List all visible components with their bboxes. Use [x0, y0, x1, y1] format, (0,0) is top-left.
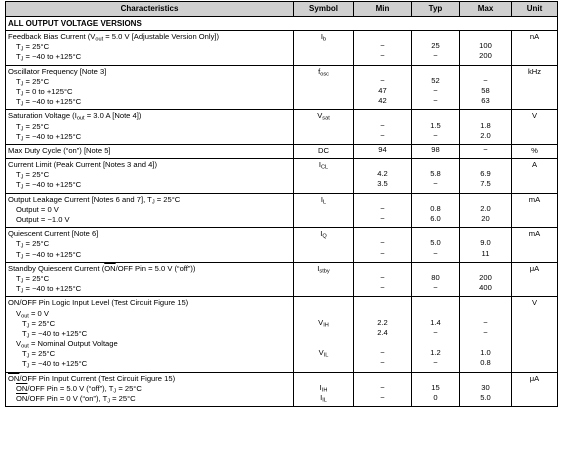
- condition: $T_J = -40$ to +125°C: [22, 359, 88, 370]
- subscript: b: [323, 36, 327, 43]
- spacer: [296, 373, 351, 383]
- parameter-name: Max Duty Cycle (“on”) [Note 5]: [8, 145, 111, 155]
- min-cell: [354, 297, 412, 372]
- symbol-cell: [294, 159, 354, 194]
- min-cell: [354, 193, 412, 228]
- typ-value: [414, 66, 457, 76]
- symbol: $I_{stby}$: [317, 263, 330, 275]
- max-value: 200: [479, 51, 492, 61]
- min-value: −: [380, 51, 385, 61]
- typ-value: 5.0: [430, 238, 441, 248]
- spacer: [414, 297, 457, 307]
- condition: $T_J = -40$ to +125°C: [16, 97, 82, 108]
- parameter-name: Output Leakage Current [Notes 6 and 7], $T_J = 25^\circ C$: [8, 194, 181, 206]
- min-cell: [354, 262, 412, 297]
- unit-value: nA: [529, 32, 540, 41]
- max-value: [462, 159, 509, 169]
- min-value: [356, 194, 409, 204]
- max-value: 200: [479, 272, 492, 282]
- condition: $T_J = 0$ to +125°C: [16, 86, 73, 98]
- table-row: [6, 159, 558, 194]
- subscript: J: [151, 199, 155, 206]
- spacer: [462, 373, 509, 383]
- spacer: [356, 338, 409, 348]
- overline-text: $\overline{ON}$: [16, 383, 28, 393]
- max-value: 6.9: [480, 169, 491, 179]
- parameter-name: Current Limit (Peak Current [Notes 3 and 4]): [8, 160, 157, 170]
- condition: $T_J = -40$ to +125°C: [22, 328, 88, 340]
- condition: $T_J = 25^\circ C$: [16, 170, 50, 181]
- typ-cell: [412, 228, 460, 263]
- condition: $T_J = -40$ to +125°C: [16, 52, 82, 63]
- symbol-cell: [294, 193, 354, 228]
- typ-value: −: [433, 283, 438, 293]
- header-unit: Unit: [512, 2, 558, 17]
- condition: Output = 0 V: [16, 204, 59, 214]
- min-value: 42: [378, 96, 387, 106]
- subscript: J: [20, 46, 24, 53]
- unit-value: V: [531, 298, 538, 308]
- unit-value: A: [531, 160, 538, 170]
- min-value: [356, 31, 409, 41]
- min-value: 3.5: [377, 179, 388, 189]
- typ-value: [414, 263, 457, 273]
- unit-cell: [512, 228, 558, 263]
- subscript: Q: [322, 233, 327, 240]
- min-value: −: [380, 248, 385, 258]
- condition: $T_J = -40$ to +125°C: [16, 249, 82, 261]
- max-cell: [460, 193, 512, 228]
- spacer: [356, 373, 409, 383]
- unit-cell: [512, 31, 558, 66]
- parameter-name: Standby Quiescent Current ($\overline{ON}$/OFF Pin = 5.0 V (“off”)): [8, 263, 196, 273]
- condition: $T_J = 25^\circ C$: [16, 239, 50, 250]
- typ-value: [414, 194, 457, 204]
- typ-value: −: [433, 130, 438, 140]
- symbol: $f_{osc}$: [318, 66, 329, 78]
- symbol-cell: [294, 262, 354, 297]
- max-value: 100: [479, 41, 492, 51]
- table-header-row: [6, 2, 558, 17]
- subscript: L: [323, 199, 327, 206]
- subscript: IL: [323, 352, 329, 359]
- condition: $T_J = 25^\circ C$: [22, 318, 56, 330]
- symbol: $I_{IH}$: [319, 382, 328, 394]
- typ-cell: [412, 31, 460, 66]
- table-row: [6, 372, 558, 407]
- max-cell: [460, 110, 512, 145]
- max-value: [462, 66, 509, 76]
- subscript: J: [26, 363, 30, 370]
- max-value: 63: [481, 96, 490, 106]
- symbol: $I_Q$: [320, 229, 327, 240]
- typ-cell: [412, 144, 460, 158]
- symbol: $I_{IL}$: [320, 393, 327, 404]
- subscript: stby: [319, 268, 330, 275]
- subscript: J: [20, 278, 24, 285]
- overline-text: $\overline{ON}$: [104, 263, 116, 273]
- table-row: [6, 65, 558, 110]
- symbol-cell: [294, 110, 354, 145]
- min-value: −: [380, 393, 385, 402]
- min-value: 47: [378, 85, 387, 95]
- min-value: 4.2: [377, 169, 388, 179]
- spacer: [462, 338, 509, 348]
- typ-value: −: [433, 327, 438, 337]
- min-cell: [354, 31, 412, 66]
- min-cell: [354, 159, 412, 194]
- header-characteristics: Characteristics: [6, 2, 294, 17]
- min-value: −: [380, 214, 385, 223]
- header-min: Min: [354, 2, 412, 17]
- subscript: J: [20, 136, 24, 143]
- max-value: 7.5: [480, 179, 491, 189]
- min-cell: [354, 144, 412, 158]
- max-value: 58: [481, 85, 490, 95]
- typ-value: −: [433, 248, 438, 258]
- subscript: J: [26, 353, 30, 360]
- typ-cell: [412, 65, 460, 110]
- subscript: J: [20, 254, 24, 261]
- min-value: −: [380, 358, 385, 368]
- subscript: J: [26, 333, 30, 340]
- unit-cell: [512, 110, 558, 145]
- table-row: [6, 193, 558, 228]
- characteristic-cell: [6, 65, 294, 110]
- spacer: [296, 297, 351, 307]
- table-row: [6, 228, 558, 263]
- typ-value: 1.4: [430, 317, 441, 327]
- condition: $\overline{ON}$/OFF Pin = 0 V (“on”), $T_J = 25^\circ C$: [16, 394, 136, 405]
- max-cell: [460, 262, 512, 297]
- typ-value: 15: [431, 382, 440, 392]
- characteristic-cell: [6, 110, 294, 145]
- typ-value: 98: [431, 144, 440, 154]
- unit-value: kHz: [527, 66, 542, 76]
- header-max: Max: [460, 2, 512, 17]
- subscript: J: [20, 56, 24, 63]
- min-value: −: [380, 130, 385, 140]
- characteristic-cell: [6, 193, 294, 228]
- max-value: 11: [481, 248, 490, 258]
- typ-cell: [412, 110, 460, 145]
- condition: $T_J = -40$ to +125°C: [16, 131, 82, 143]
- typ-value: −: [433, 51, 438, 61]
- subscript: osc: [320, 71, 329, 78]
- subscript: J: [113, 388, 117, 395]
- header-typ: Typ: [412, 2, 460, 17]
- max-value: 5.0: [480, 393, 491, 402]
- max-cell: [460, 372, 512, 407]
- min-value: [356, 159, 409, 169]
- characteristic-cell: [6, 144, 294, 158]
- symbol: $I_b$: [320, 32, 327, 43]
- min-value: −: [380, 41, 385, 51]
- subscript: J: [20, 81, 24, 88]
- overline-text: $\overline{ON}$: [16, 394, 28, 403]
- subscript: IL: [322, 397, 327, 404]
- characteristic-cell: [6, 228, 294, 263]
- max-cell: [460, 228, 512, 263]
- unit-value: V: [531, 111, 538, 121]
- overline-text: $\overline{ON}$: [8, 373, 20, 383]
- symbol: $V_{IH}$: [318, 317, 329, 329]
- parameter-name: Oscillator Frequency [Note 3]: [8, 66, 107, 76]
- unit-cell: [512, 65, 558, 110]
- typ-value: 6.0: [430, 214, 441, 223]
- characteristic-cell: [6, 159, 294, 194]
- max-cell: [460, 31, 512, 66]
- min-value: −: [380, 348, 385, 358]
- max-value: [462, 228, 509, 238]
- electrical-characteristics-table: [5, 1, 558, 407]
- characteristic-cell: [6, 262, 294, 297]
- condition: $T_J = 25^\circ C$: [16, 76, 50, 88]
- spacer: [356, 297, 409, 307]
- unit-value: μA: [529, 263, 540, 273]
- typ-value: 25: [431, 41, 440, 51]
- subscript: out: [76, 115, 85, 122]
- spacer: [414, 338, 457, 348]
- condition: $T_J = -40$ to +125°C: [16, 180, 82, 191]
- subscript: J: [20, 126, 24, 132]
- spacer: [414, 308, 457, 318]
- min-value: [356, 110, 409, 120]
- subscript: J: [26, 323, 30, 330]
- subscript: out: [95, 36, 104, 43]
- subscript: J: [20, 91, 24, 98]
- table-row: [6, 297, 558, 372]
- typ-cell: [412, 193, 460, 228]
- typ-value: [414, 228, 457, 238]
- condition: $\overline{ON}$/OFF Pin = 5.0 V (“off”), $T_J = 25^\circ C$: [16, 383, 142, 395]
- max-cell: [460, 144, 512, 158]
- spacer: [296, 328, 351, 338]
- condition: $T_J = 25^\circ C$: [16, 121, 50, 132]
- max-value: 30: [481, 382, 490, 392]
- unit-cell: [512, 193, 558, 228]
- characteristic-cell: [6, 372, 294, 407]
- parameter-name: $\overline{ON}$/OFF Pin Input Current (Test Circuit Figure 15): [8, 373, 176, 383]
- subscript: J: [20, 288, 24, 295]
- max-value: −: [483, 327, 488, 337]
- max-cell: [460, 159, 512, 194]
- parameter-name: Feedback Bias Current ($V_{out} = 5.0$ V [Adjustable Version Only]): [8, 32, 220, 43]
- typ-value: 1.5: [430, 120, 441, 130]
- section-row: [6, 17, 558, 31]
- symbol: $V_{IL}$: [318, 348, 329, 359]
- symbol: $I_L$: [320, 194, 327, 206]
- min-cell: [354, 110, 412, 145]
- min-cell: [354, 372, 412, 407]
- spacer: [356, 308, 409, 318]
- min-value: 2.4: [377, 327, 388, 337]
- condition: $T_J = 25^\circ C$: [22, 349, 56, 360]
- min-value: −: [380, 283, 385, 293]
- group-label: $V_{out}$ = Nominal Output Voltage: [16, 339, 118, 350]
- spacer: [414, 373, 457, 383]
- typ-value: 52: [431, 75, 440, 85]
- min-value: [356, 66, 409, 76]
- min-cell: [354, 65, 412, 110]
- typ-cell: [412, 159, 460, 194]
- max-value: [462, 31, 509, 41]
- max-value: 2.0: [480, 130, 491, 140]
- typ-value: 1.2: [430, 348, 441, 358]
- unit-cell: [512, 144, 558, 158]
- max-value: [462, 263, 509, 273]
- max-value: 9.0: [480, 238, 491, 248]
- typ-value: −: [433, 179, 438, 189]
- max-value: 20: [481, 214, 490, 223]
- symbol-cell: [294, 228, 354, 263]
- typ-value: [414, 159, 457, 169]
- subscript: J: [20, 101, 24, 108]
- typ-value: 80: [431, 272, 440, 282]
- unit-cell: [512, 159, 558, 194]
- unit-value: %: [531, 145, 538, 155]
- max-value: 1.0: [480, 348, 491, 358]
- condition: $T_J = 25^\circ C$: [16, 273, 50, 285]
- symbol-cell: [294, 65, 354, 110]
- spacer: [462, 297, 509, 307]
- typ-value: 0.8: [430, 203, 441, 213]
- typ-value: [414, 110, 457, 120]
- subscript: IH: [321, 387, 328, 394]
- subscript: CL: [320, 164, 329, 171]
- unit-cell: [512, 262, 558, 297]
- parameter-name: Saturation Voltage ($I_{out} = 3.0$ A [Note 4]): [8, 111, 142, 122]
- max-value: 2.0: [480, 203, 491, 213]
- characteristic-cell: [6, 31, 294, 66]
- max-value: −: [483, 75, 488, 85]
- subscript: out: [21, 313, 29, 319]
- table-row: [6, 31, 558, 66]
- min-value: [356, 263, 409, 273]
- unit-value: mA: [528, 229, 541, 239]
- table-row: [6, 262, 558, 297]
- unit-cell: [512, 297, 558, 372]
- typ-cell: [412, 372, 460, 407]
- min-value: 2.2: [377, 317, 388, 327]
- subscript: J: [20, 184, 24, 191]
- subscript: out: [21, 343, 29, 350]
- condition: $T_J = 25^\circ C$: [16, 42, 50, 53]
- typ-cell: [412, 262, 460, 297]
- min-value: −: [380, 203, 385, 213]
- max-value: [462, 110, 509, 120]
- min-value: −: [380, 238, 385, 248]
- unit-cell: [512, 372, 558, 407]
- subscript: sat: [322, 115, 330, 122]
- unit-value: μA: [529, 373, 540, 383]
- parameter-name: ON/OFF Pin Logic Input Level (Test Circuit Figure 15): [8, 298, 189, 308]
- spacer: [462, 308, 509, 318]
- symbol-cell: [294, 297, 354, 372]
- typ-value: −: [433, 358, 438, 368]
- section-title: ALL OUTPUT VOLTAGE VERSIONS: [6, 17, 558, 31]
- typ-value: [414, 31, 457, 41]
- max-cell: [460, 297, 512, 372]
- parameter-name: Quiescent Current [Note 6]: [8, 229, 99, 239]
- min-value: −: [380, 120, 385, 130]
- typ-value: 0: [433, 393, 438, 402]
- symbol: $I_{CL}$: [318, 160, 329, 171]
- group-label: $V_{out} = 0$ V: [16, 308, 49, 319]
- max-value: 400: [479, 283, 492, 293]
- min-value: [356, 228, 409, 238]
- typ-value: −: [433, 85, 438, 95]
- max-cell: [460, 65, 512, 110]
- typ-value: −: [433, 96, 438, 106]
- condition: $T_J = -40$ to +125°C: [16, 284, 82, 295]
- max-value: [462, 194, 509, 204]
- subscript: J: [20, 174, 24, 181]
- header-symbol: Symbol: [294, 2, 354, 17]
- symbol-line: [296, 338, 351, 348]
- max-value: 0.8: [480, 358, 491, 368]
- symbol: $V_{sat}$: [317, 111, 330, 122]
- table-row: [6, 144, 558, 158]
- min-value: −: [380, 272, 385, 282]
- table-row: [6, 110, 558, 145]
- max-value: −: [483, 317, 488, 327]
- symbol-cell: [294, 144, 354, 158]
- subscript: J: [20, 243, 24, 250]
- symbol-cell: [294, 31, 354, 66]
- subscript: J: [107, 398, 111, 405]
- min-value: 94: [378, 144, 387, 154]
- condition: Output = −1.0 V: [16, 215, 70, 224]
- spacer: [296, 358, 351, 368]
- characteristic-cell: [6, 297, 294, 372]
- typ-value: 5.8: [430, 169, 441, 179]
- symbol-cell: [294, 372, 354, 407]
- min-value: −: [380, 382, 385, 392]
- symbol-line: [296, 308, 351, 318]
- symbol: DC: [318, 145, 329, 155]
- subscript: IH: [323, 322, 329, 329]
- typ-cell: [412, 297, 460, 372]
- max-value: −: [483, 144, 488, 154]
- unit-value: mA: [528, 194, 541, 204]
- max-value: 1.8: [480, 120, 491, 130]
- min-cell: [354, 228, 412, 263]
- min-value: −: [380, 75, 385, 85]
